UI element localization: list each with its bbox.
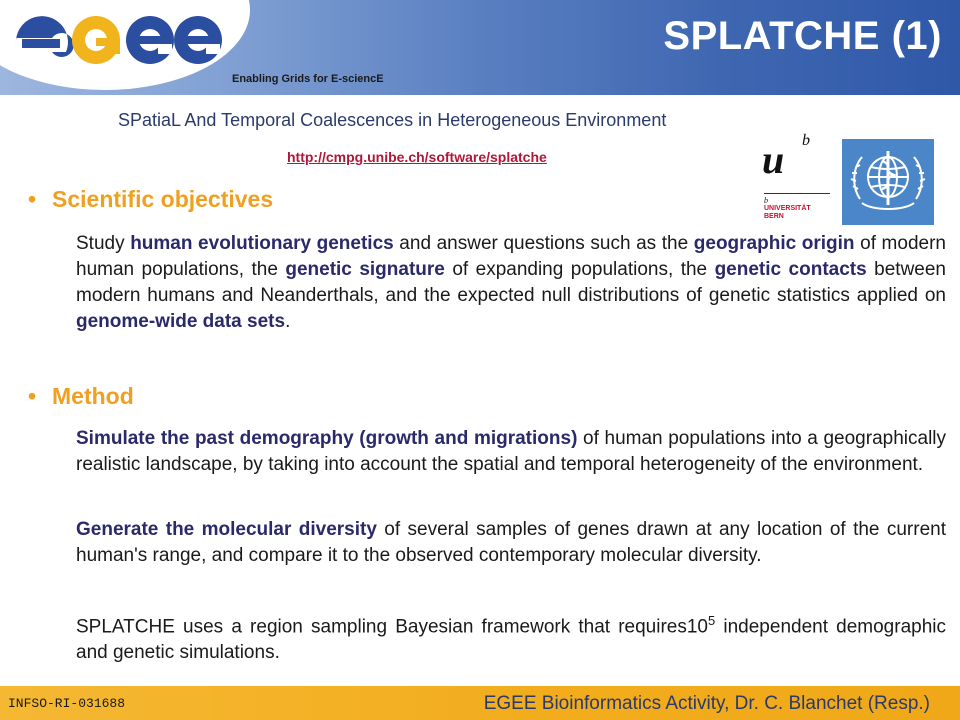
emphasis-text: human evolutionary genetics: [130, 233, 394, 254]
who-emblem-icon: [842, 139, 934, 225]
footer-project-code: INFSO-RI-031688: [8, 696, 126, 711]
splatche-url-link[interactable]: http://cmpg.unibe.ch/software/splatche: [287, 149, 547, 165]
unibe-logo-rule: [764, 193, 830, 194]
who-logo: [842, 139, 934, 225]
emphasis-text: geographic origin: [693, 233, 855, 254]
unibe-logo-b: b: [802, 132, 810, 149]
unibe-logo: [760, 132, 832, 226]
body-text: of expanding populations, the: [444, 259, 715, 280]
unibe-logo-text: [764, 205, 830, 221]
body-text: between modern humans and Neanderthals, and the expected null distributions of genetic statistics applied on: [76, 259, 946, 306]
egee-logo: [12, 10, 224, 74]
logo-letter-e2: [126, 16, 174, 64]
body-text: of several samples of genes drawn at any location of the current human's range, and compare it to the observed contemporary molecular diversity.: [76, 519, 946, 566]
footer-credit: EGEE Bioinformatics Activity, Dr. C. Blanchet (Resp.): [483, 693, 930, 714]
method-paragraph-simulate: [76, 426, 946, 478]
slide-title: SPLATCHE (1): [663, 14, 942, 58]
bullet-heading-objectives: [28, 186, 273, 213]
emphasis-text: Generate the molecular diversity: [76, 519, 377, 540]
bayesian-text-after: independent demographic and genetic simulations.: [76, 616, 946, 664]
body-text: Study: [76, 233, 131, 254]
emphasis-text: genetic signature: [285, 259, 445, 280]
bullet-dot: •: [28, 186, 37, 212]
logo-letter-g: [72, 16, 120, 64]
unibe-logo-line2: BERN: [764, 213, 784, 220]
emphasis-text: Simulate the past demography (growth and migrations): [76, 428, 578, 449]
bayesian-text-before: SPLATCHE uses a region sampling Bayesian framework that requires10: [76, 616, 708, 638]
heading-text: Method: [52, 383, 134, 409]
body-text: .: [285, 311, 291, 332]
body-text: of human populations into a geographically realistic landscape, by taking into account the spatial and temporal heterogeneity of the environment.: [76, 428, 947, 475]
bullet-dot: •: [28, 383, 37, 409]
unibe-logo-line1: UNIVERSITÄT: [764, 205, 811, 212]
unibe-logo-small-b: b: [764, 196, 768, 205]
egee-tagline: Enabling Grids for E-sciencE: [232, 73, 384, 85]
bayesian-superscript: 5: [708, 613, 716, 628]
emphasis-text: genetic contacts: [714, 259, 867, 280]
bullet-heading-method: [28, 383, 134, 410]
method-paragraph-generate: [76, 517, 946, 569]
body-text: and answer questions such as the: [393, 233, 694, 254]
heading-text: Scientific objectives: [52, 186, 274, 212]
body-text: of modern human populations, the: [76, 233, 946, 280]
method-paragraph-bayesian: [76, 608, 946, 666]
logo-letter-e1: [16, 16, 74, 57]
objectives-paragraph: [76, 231, 946, 335]
logo-letter-e3: [174, 16, 222, 64]
unibe-logo-u: u: [762, 137, 785, 182]
slide-subtitle: SPatiaL And Temporal Coalescences in Heterogeneous Environment: [118, 110, 667, 130]
emphasis-text: genome-wide data sets: [76, 311, 286, 332]
